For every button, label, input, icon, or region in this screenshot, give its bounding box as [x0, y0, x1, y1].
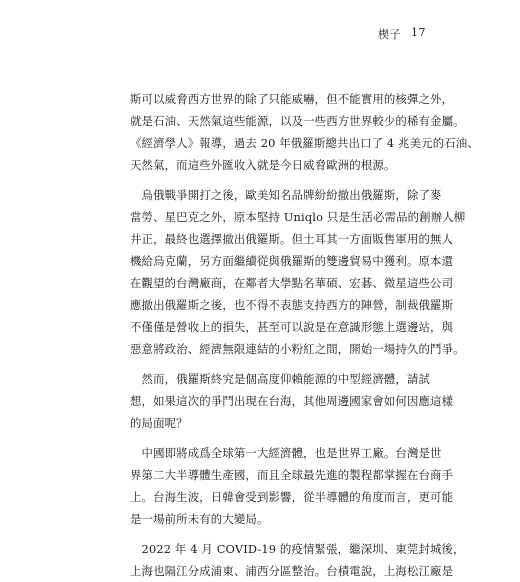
text-line: 上。台海生波，日韓會受到影響，從半導體的角度而言，更可能 [130, 490, 454, 504]
text-line: 就是石油、天然氣這些能源，以及一些西方世界較少的稀有金屬。 [130, 114, 465, 128]
text-line: 烏俄戰爭開打之後，歐美知名品牌紛紛撤出俄羅斯，除了麥 [130, 188, 442, 202]
paragraph-5 [130, 538, 465, 582]
text-line: 然而，俄羅斯終究是個高度仰賴能源的中型經濟體，請試 [130, 372, 431, 386]
page-number: 17 [411, 26, 426, 39]
text-line: 斯可以威脅西方世界的除了只能威嚇，但不能實用的核彈之外， [130, 92, 454, 106]
paragraph-3 [130, 368, 454, 434]
body-text [130, 88, 479, 582]
text-line: 2022 年 4 月 COVID-19 的疫情緊張，繼深圳、東莞封城後， [130, 542, 465, 556]
paragraph-2 [130, 184, 466, 360]
running-header [378, 26, 426, 42]
text-line: 機給烏克蘭，另方面繼續從與俄羅斯的雙邊貿易中獲利。原本還 [130, 254, 454, 268]
text-line: 應撤出俄羅斯之後，也不得不表態支持西方的陣營，制裁俄羅斯 [130, 298, 454, 312]
text-line: 在觀望的台灣廠商，在鄰者大學點名華碩、宏碁、微星這些公司 [130, 276, 454, 290]
chapter-title: 楔子 [378, 28, 401, 41]
text-line: 是一場前所未有的大變局。 [130, 512, 269, 526]
text-line: 不僅僅是營收上的損失，甚至可以說是在意識形態上選邊站，與 [130, 320, 454, 334]
paragraph-4 [130, 442, 454, 530]
text-line: 惡意將政治、經濟無限連結的小粉紅之間，開始一場持久的鬥爭。 [130, 342, 465, 356]
paragraph-1 [130, 88, 479, 176]
text-line: 天然氣，而這些外匯收入就是今日威脅歐洲的根源。 [130, 158, 396, 172]
text-line: 《經濟學人》報導，過去 20 年俄羅斯總共出口了 4 兆美元的石油、 [130, 136, 479, 150]
text-line: 當勞、星巴克之外，原本堅持 Uniqlo 只是生活必需品的創辦人柳 [130, 210, 466, 224]
text-line: 中國即將成爲全球第一大經濟體，也是世界工廠。台灣是世 [130, 446, 442, 460]
text-line: 井正，最終也選擇撤出俄羅斯。但土耳其一方面販售軍用的無人 [130, 232, 454, 246]
text-line: 上海也隔江分成浦東、浦西分區整治。台積電說，上海松江廠是 [130, 564, 454, 578]
text-line: 的局面呢？ [130, 416, 188, 430]
text-line: 界第二大半導體生產國，而且全球最先進的製程都掌握在台商手 [130, 468, 454, 482]
text-line: 想，如果這次的爭鬥出現在台海，其他周邊國家會如何因應這樣 [130, 394, 454, 408]
